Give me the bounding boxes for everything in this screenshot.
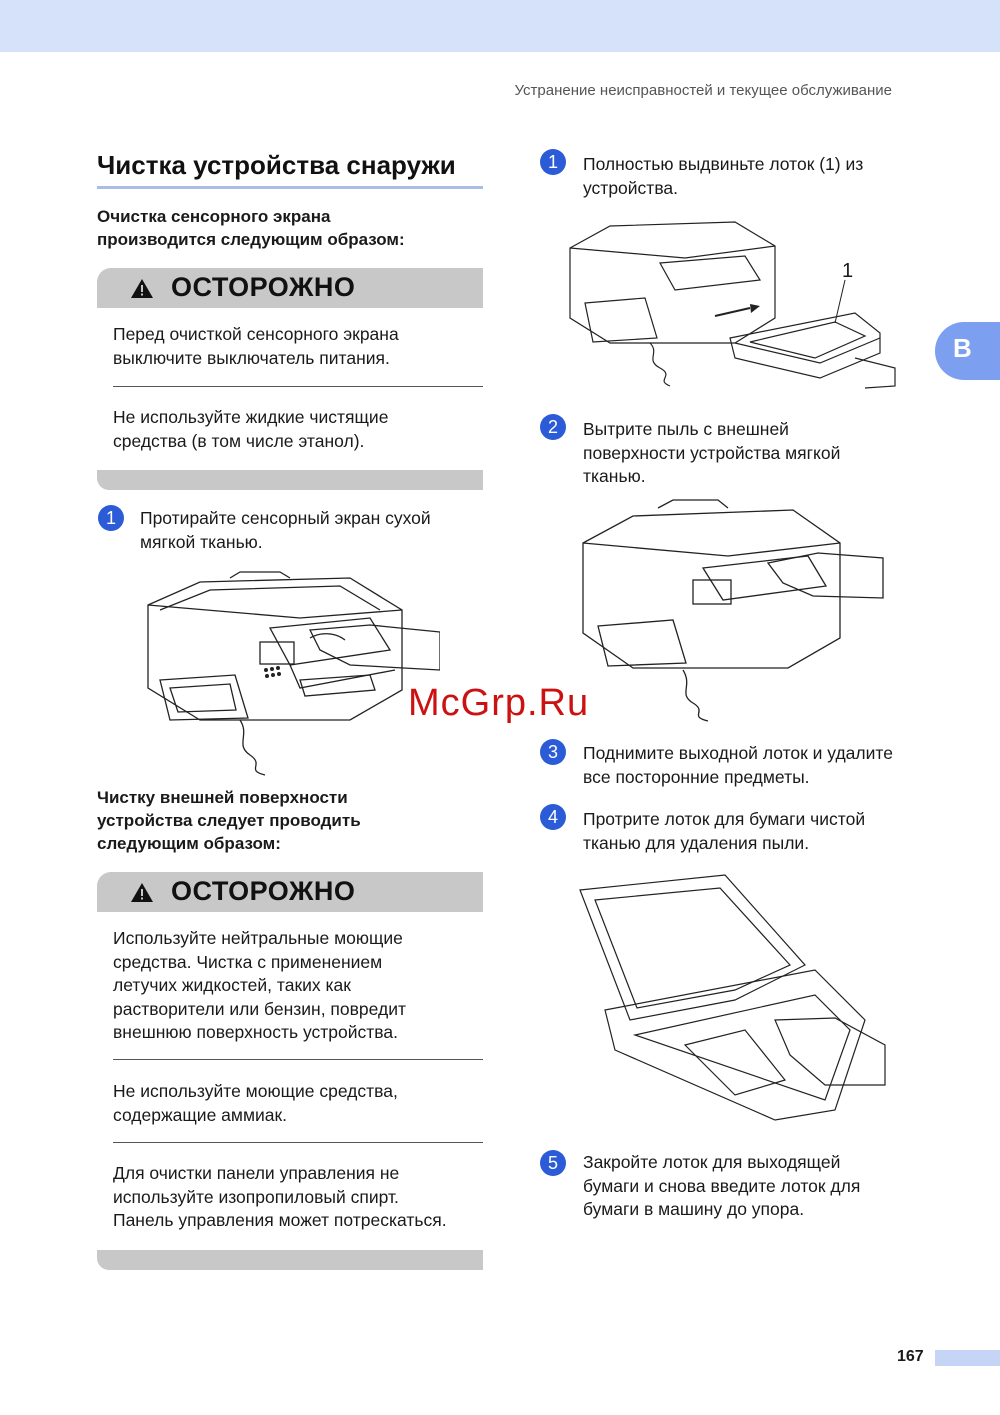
text-line: бумаги и снова введите лоток для <box>583 1175 861 1196</box>
step-number-badge: 2 <box>540 414 566 440</box>
text-line: Используйте нейтральные моющие <box>113 928 403 948</box>
caution-label: ОСТОРОЖНО <box>171 272 356 302</box>
text-line: тканью. <box>583 466 646 486</box>
text-line: Полностью выдвиньте лоток (1) из <box>583 154 864 174</box>
caution-paragraph <box>113 1080 485 1127</box>
chapter-tab <box>935 322 1000 380</box>
title-underline <box>97 186 483 189</box>
subheading-line: следующим образом: <box>97 834 281 853</box>
step-number-badge: 3 <box>540 739 566 765</box>
warning-icon <box>131 279 153 298</box>
subheading-touchscreen <box>97 205 483 251</box>
step-text <box>140 507 490 554</box>
subheading-exterior <box>97 786 483 855</box>
text-line: устройства. <box>583 177 679 198</box>
page-number: 167 <box>897 1348 924 1365</box>
caution-paragraph <box>113 323 485 370</box>
watermark: McGrp.Ru <box>408 682 590 724</box>
divider <box>113 1059 483 1060</box>
text-line: Вытрите пыль с внешней <box>583 419 789 439</box>
caution-end-bar <box>97 470 483 490</box>
text-line: Перед очисткой сенсорного экрана <box>113 324 399 344</box>
callout-label: 1 <box>842 260 854 282</box>
text-line: мягкой тканью. <box>140 531 263 552</box>
text-line: Протрите лоток для бумаги чистой <box>583 809 866 829</box>
text-line: внешнюю поверхность устройства. <box>113 1022 398 1042</box>
text-line: все посторонние предметы. <box>583 766 810 787</box>
caution-paragraph <box>113 927 485 1045</box>
subheading-line: Очистка сенсорного экрана <box>97 207 331 226</box>
running-header: Устранение неисправностей и текущее обслуживание <box>514 82 892 99</box>
caution-paragraph <box>113 1162 485 1233</box>
subheading-line: производится следующим образом: <box>97 230 405 249</box>
text-line: Не используйте жидкие чистящие <box>113 407 389 427</box>
text-line: средства (в том числе этанол). <box>113 430 365 451</box>
section-title: Чистка устройства снаружи <box>97 150 456 180</box>
subheading-line: устройства следует проводить <box>97 811 361 830</box>
text-line: выключите выключатель питания. <box>113 347 390 368</box>
caution-banner <box>97 872 483 912</box>
divider <box>113 386 483 387</box>
text-line: Протирайте сенсорный экран сухой <box>140 508 431 528</box>
step-number-badge: 1 <box>540 149 566 175</box>
caution-banner <box>97 268 483 308</box>
text-line: содержащие аммиак. <box>113 1104 288 1125</box>
step-text <box>583 418 933 489</box>
step-number-badge: 4 <box>540 804 566 830</box>
divider <box>113 1142 483 1143</box>
step-text <box>583 1151 933 1222</box>
chapter-tab-letter: B <box>953 333 972 363</box>
top-band <box>0 0 1000 52</box>
step-number-badge: 1 <box>98 505 124 531</box>
text-line: поверхности устройства мягкой <box>583 442 841 463</box>
text-line: используйте изопропиловый спирт. <box>113 1186 399 1207</box>
text-line: бумаги в машину до упора. <box>583 1199 805 1219</box>
text-line: Для очистки панели управления не <box>113 1163 400 1183</box>
warning-icon <box>131 883 153 902</box>
subheading-line: Чистку внешней поверхности <box>97 788 348 807</box>
caution-label: ОСТОРОЖНО <box>171 876 356 906</box>
exterior-wiping-illustration <box>578 498 888 723</box>
text-line: Закройте лоток для выходящей <box>583 1152 841 1172</box>
text-line: тканью для удаления пыли. <box>583 832 810 853</box>
text-line: Поднимите выходной лоток и удалите <box>583 743 893 763</box>
paper-tray-illustration <box>575 870 887 1125</box>
page-number-bar <box>935 1350 1000 1366</box>
step-number-badge: 5 <box>540 1150 566 1176</box>
text-line: Панель управления может потрескаться. <box>113 1210 447 1230</box>
text-line: средства. Чистка с применением <box>113 951 383 972</box>
caution-end-bar <box>97 1250 483 1270</box>
caution-paragraph <box>113 406 485 453</box>
text-line: растворители или бензин, повредит <box>113 998 407 1019</box>
step-text <box>583 808 933 855</box>
step-text <box>583 153 933 200</box>
tray-removal-illustration <box>565 218 900 390</box>
step-text <box>583 742 943 789</box>
text-line: Не используйте моющие средства, <box>113 1081 398 1101</box>
text-line: летучих жидкостей, таких как <box>113 975 351 995</box>
touchscreen-cleaning-illustration <box>140 570 440 780</box>
